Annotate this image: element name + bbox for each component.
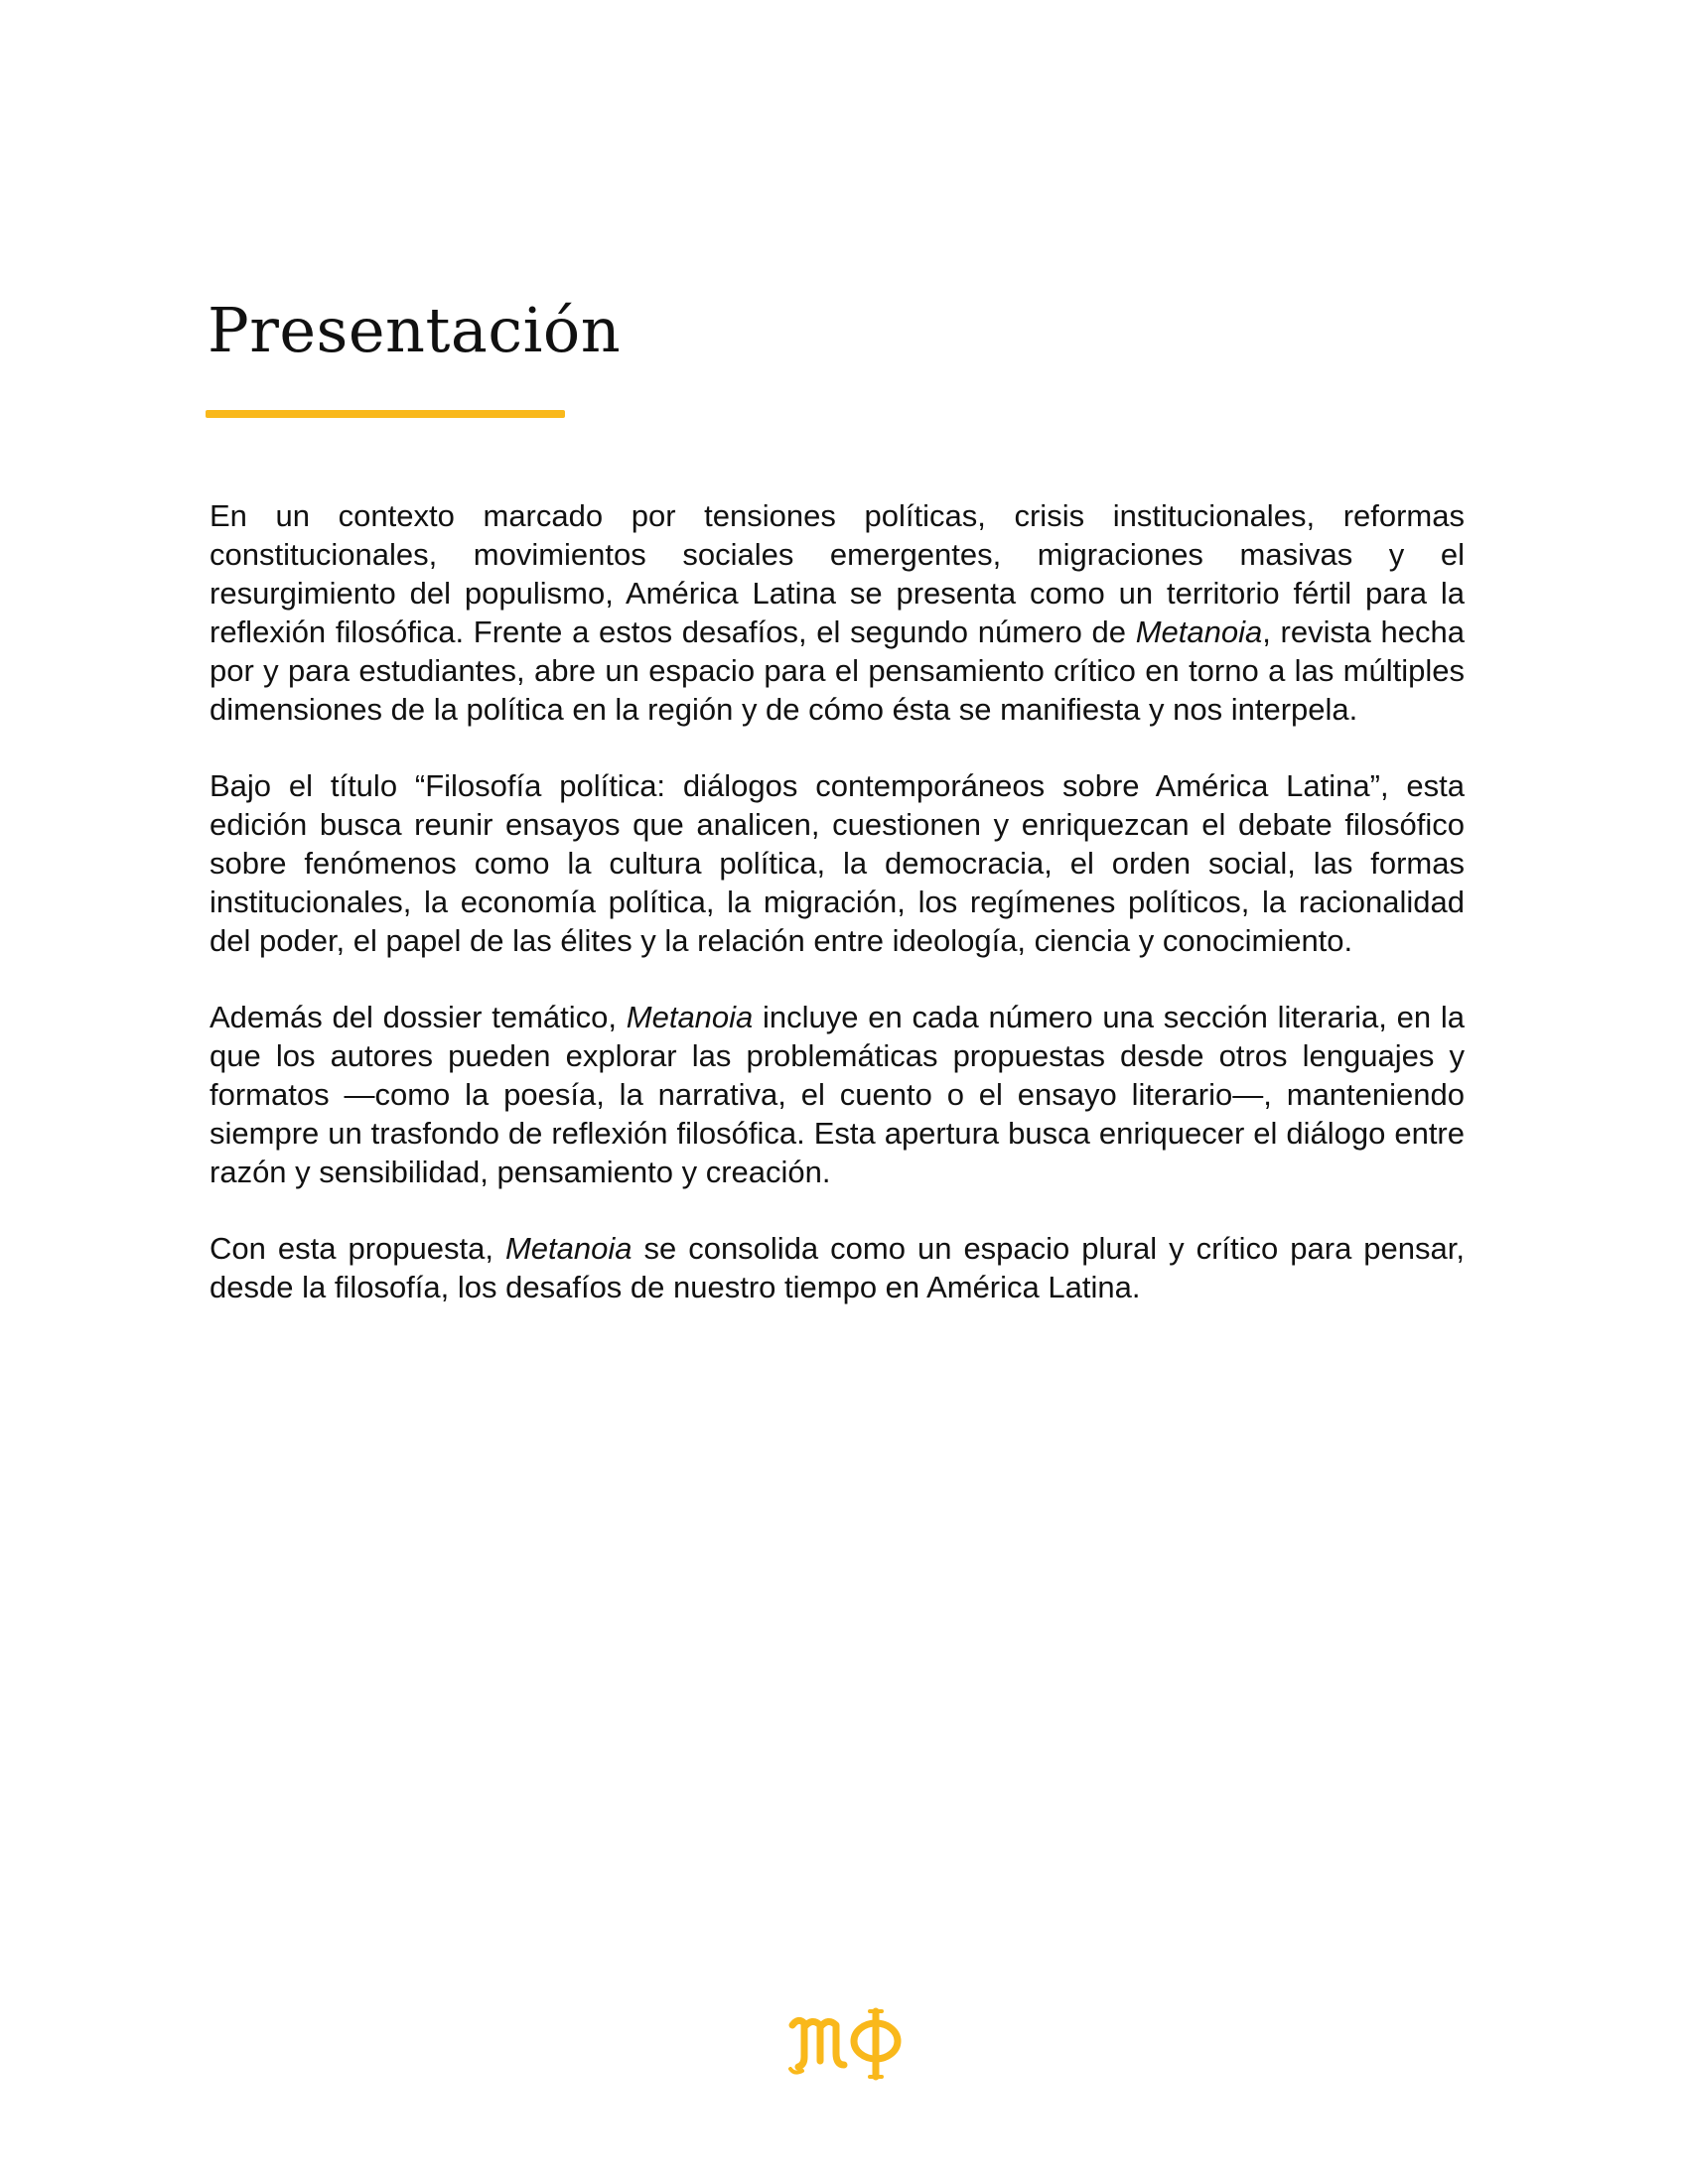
paragraph-1-head: En un contexto marcado por tensiones políticas, crisis institucionales, reformas constitucionales, movimientos sociales emergentes, migraciones masivas y el resurgimiento del populismo, América Latina se presenta como un territorio fértil para la reflexión filosófica. Frente a estos desafíos, el segundo número de	[210, 498, 1465, 649]
paragraph-4-tail: se consolida como un espacio plural y crítico para pensar, desde la filosofía, los desafíos de nuestro tiempo en América Latina.	[210, 1231, 1465, 1304]
metanoia-monogram-icon	[784, 1995, 914, 2085]
article-body	[210, 496, 1465, 1344]
paragraph-2: Bajo el título “Filosofía política: diálogos contemporáneos sobre América Latina”, esta edición busca reunir ensayos que analicen, cuestionen y enriquezcan el debate filosófico sobre fenómenos como la cultura política, la democracia, el orden social, las formas institucionales, la economía política, la migración, los regímenes políticos, la racionalidad del poder, el papel de las élites y la relación entre ideología, ciencia y conocimiento.	[210, 768, 1465, 958]
journal-name: Metanoia	[504, 1231, 633, 1266]
page-title: Presentación	[208, 294, 622, 366]
paragraph-1-tail: , revista hecha por y para estudiantes, abre un espacio para el pensamiento crítico en torno a las múltiples dimensiones de la política en la región y de cómo ésta se manifiesta y nos interpela.	[210, 614, 1465, 727]
paragraph-1	[210, 496, 1465, 729]
paragraph-3-tail: incluye en cada número una sección literaria, en la que los autores pueden explorar las problemáticas propuestas desde otros lenguajes y formatos —como la poesía, la narrativa, el cuento o el ensayo literario—, manteniendo siempre un trasfondo de reflexión filosófica. Esta apertura busca enriquecer el diálogo entre razón y sensibilidad, pensamiento y creación.	[210, 1000, 1465, 1189]
paragraph-3	[210, 998, 1465, 1191]
journal-name: Metanoia	[626, 1000, 754, 1034]
paragraph-4	[210, 1229, 1465, 1306]
title-underline	[206, 410, 565, 418]
journal-name: Metanoia	[1135, 614, 1263, 649]
paragraph-3-head: Además del dossier temático,	[210, 1000, 627, 1034]
paragraph-4-head: Con esta propuesta,	[210, 1231, 505, 1266]
